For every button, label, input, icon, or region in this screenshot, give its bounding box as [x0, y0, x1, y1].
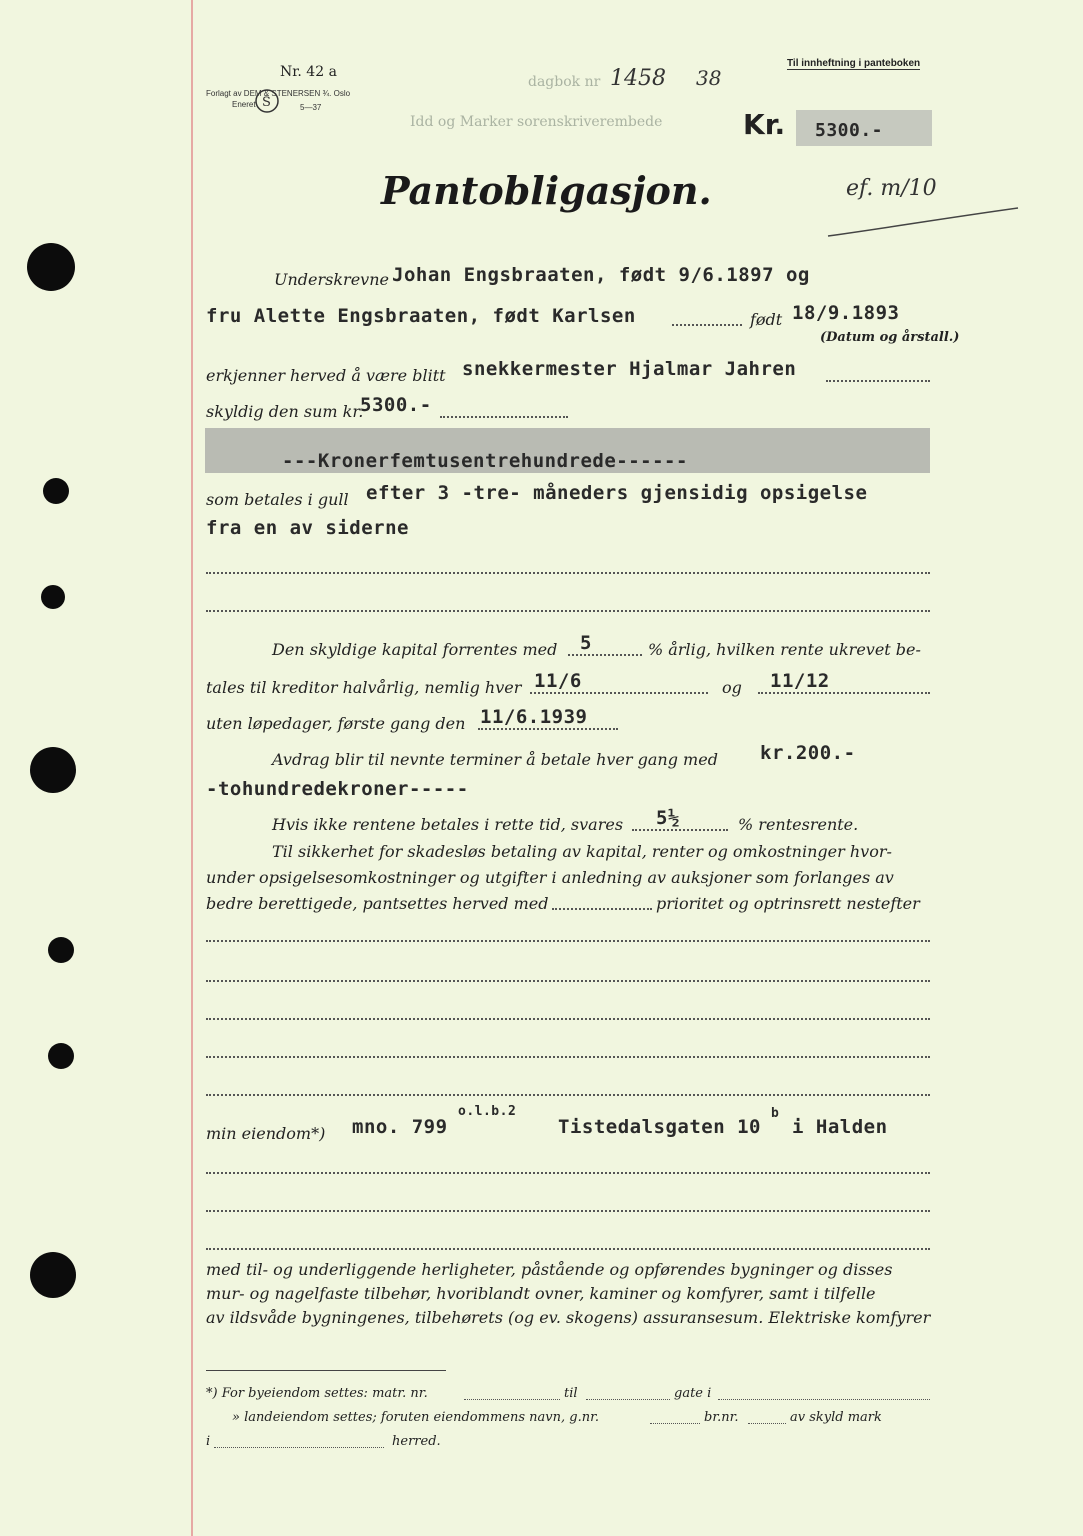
attachment-note: Til innheftning i panteboken	[787, 58, 921, 69]
margin-rule	[191, 0, 193, 1536]
interest-line-2b: og	[722, 678, 742, 697]
penalty-line-a: Hvis ikke rentene betales i rette tid, svares	[272, 815, 624, 834]
amount-words: ---Kronerfemtusentrehundrede------	[282, 450, 688, 472]
blank-line	[206, 572, 930, 574]
gold-value: efter 3 -tre- måneders gjensidig opsigelse	[366, 482, 868, 504]
annotation-stroke	[826, 200, 1022, 240]
blank-line	[206, 1248, 930, 1250]
handwritten-annotation: ef. m/10	[846, 176, 937, 201]
undersigned-label: Underskrevne	[274, 270, 389, 289]
footnote-line-2c-text: av skyld mark	[790, 1410, 882, 1425]
svg-text:S: S	[262, 95, 271, 110]
property-street-sup: b	[771, 1106, 780, 1121]
fill-dots	[758, 692, 930, 694]
security-line-1: Til sikkerhet for skadesløs betaling av kapital, renter og omkostninger hvor-	[272, 842, 892, 861]
interest-line-1a: Den skyldige kapital forrentes med	[272, 640, 558, 659]
stamp-line-1: dagbok nr	[528, 74, 601, 90]
blank-line	[206, 1056, 930, 1058]
gold-value-2: fra en av siderne	[206, 517, 409, 539]
born-label: født	[750, 310, 783, 329]
gold-label: som betales i gull	[206, 490, 349, 509]
footnote-line-2b: br.nr.	[704, 1410, 739, 1425]
owing-value: 5300.-	[360, 394, 432, 416]
binder-hole	[30, 1252, 76, 1298]
footnote-divider	[206, 1370, 446, 1371]
interest-line-1b: % årlig, hvilken rente ukrevet be-	[648, 640, 921, 659]
form-number: Nr. 42 a	[280, 64, 337, 80]
fill-dots	[672, 324, 742, 326]
installment-value: kr.200.-	[760, 742, 856, 764]
fill-dots	[586, 1399, 670, 1400]
fill-dots	[568, 654, 642, 656]
fill-dots	[552, 908, 652, 910]
fill-dots	[464, 1399, 560, 1400]
born-value: 18/9.1893	[792, 302, 900, 324]
footnote-line-1b: til	[564, 1386, 578, 1401]
publisher-logo	[254, 88, 280, 114]
fill-dots	[214, 1447, 384, 1448]
footnote-line-1c: gate i	[674, 1386, 712, 1401]
blank-line	[206, 1210, 930, 1212]
security-line-3a: bedre berettigede, pantsettes herved med	[206, 894, 549, 913]
kr-label: Kr.	[743, 108, 786, 141]
blank-line	[206, 610, 930, 612]
fill-dots	[440, 416, 568, 418]
interest-date-2: 11/12	[770, 670, 830, 692]
dagbok-number: 1458	[610, 66, 666, 91]
interest-date-1: 11/6	[534, 670, 582, 692]
fill-dots	[632, 829, 728, 831]
wife-value: fru Alette Engsbraaten, født Karlsen	[206, 305, 636, 327]
blank-line	[206, 980, 930, 982]
document-title: Pantobligasjon.	[381, 168, 712, 213]
closing-line-2: mur- og nagelfaste tilbehør, hvoriblandt ovner, kaminer og komfyrer, samt i tilfelle	[206, 1284, 876, 1303]
closing-line-3: av ildsvåde bygningenes, tilbehørets (og ev. skogens) assuransesum. Elektriske komfyrer	[206, 1308, 931, 1327]
penalty-rate: 5½	[656, 807, 680, 829]
binder-hole	[41, 585, 65, 609]
property-label: min eiendom*)	[206, 1124, 326, 1143]
property-superscript: o.l.b.2	[458, 1104, 517, 1119]
date-note: (Datum og årstall.)	[820, 330, 960, 345]
binder-hole	[43, 478, 69, 504]
footnote-line-3b: herred.	[392, 1434, 441, 1449]
footnote-line-3a: i	[206, 1434, 211, 1449]
publisher-line: Forlagt av DEM & STENERSEN ¾. Oslo	[206, 89, 351, 98]
penalty-line-b: % rentesrente.	[738, 815, 859, 834]
fill-dots	[748, 1423, 786, 1424]
footnote-line-1a: *) For byeiendom settes: matr. nr.	[206, 1386, 428, 1401]
property-city: i Halden	[792, 1116, 888, 1138]
blank-line	[206, 940, 930, 942]
blank-line	[206, 1018, 930, 1020]
interest-rate: 5	[580, 632, 592, 654]
stamp-line-2: Idd og Marker sorenskriverembede	[410, 114, 663, 130]
dagbok-year: 38	[696, 66, 722, 90]
fill-dots	[718, 1399, 930, 1400]
fill-dots	[478, 728, 618, 730]
acknowledge-label: erkjenner herved å være blitt	[206, 366, 446, 385]
undersigned-value: Johan Engsbraaten, født 9/6.1897 og	[392, 264, 810, 286]
blank-line	[206, 1172, 930, 1174]
property-prefix: mno. 799	[352, 1116, 448, 1138]
binder-hole	[30, 747, 76, 793]
first-payment-date: 11/6.1939	[480, 706, 588, 728]
binder-hole	[48, 937, 74, 963]
closing-line-1: med til- og underliggende herligheter, påstående og opførendes bygninger og disses	[206, 1260, 893, 1279]
interest-line-2a: tales til kreditor halvårlig, nemlig hver	[206, 678, 522, 697]
creditor-value: snekkermester Hjalmar Jahren	[462, 358, 797, 380]
installment-line-a: Avdrag blir til nevnte terminer å betale hver gang med	[272, 750, 718, 769]
installment-words: -tohundredekroner-----	[206, 778, 469, 800]
property-street: Tistedalsgaten 10	[558, 1116, 761, 1138]
fill-dots	[826, 380, 930, 382]
security-line-2: under opsigelsesomkostninger og utgifter i anledning av auksjoner som forlanges av	[206, 868, 894, 887]
interest-line-3a: uten løpedager, første gang den	[206, 714, 466, 733]
owing-label: skyldig den sum kr.	[206, 402, 364, 421]
binder-hole	[27, 243, 75, 291]
security-line-3b: prioritet og optrinsrett nestefter	[656, 894, 920, 913]
fill-dots	[530, 692, 708, 694]
binder-hole	[48, 1043, 74, 1069]
blank-line	[206, 1094, 930, 1096]
fill-dots	[650, 1423, 700, 1424]
publisher-line-2: Eneret	[232, 100, 256, 109]
kr-amount: 5300.-	[815, 120, 884, 141]
footnote-line-2a: » landeiendom settes; foruten eiendommens navn, g.nr.	[232, 1410, 599, 1425]
publisher-code: 5—37	[300, 103, 322, 112]
